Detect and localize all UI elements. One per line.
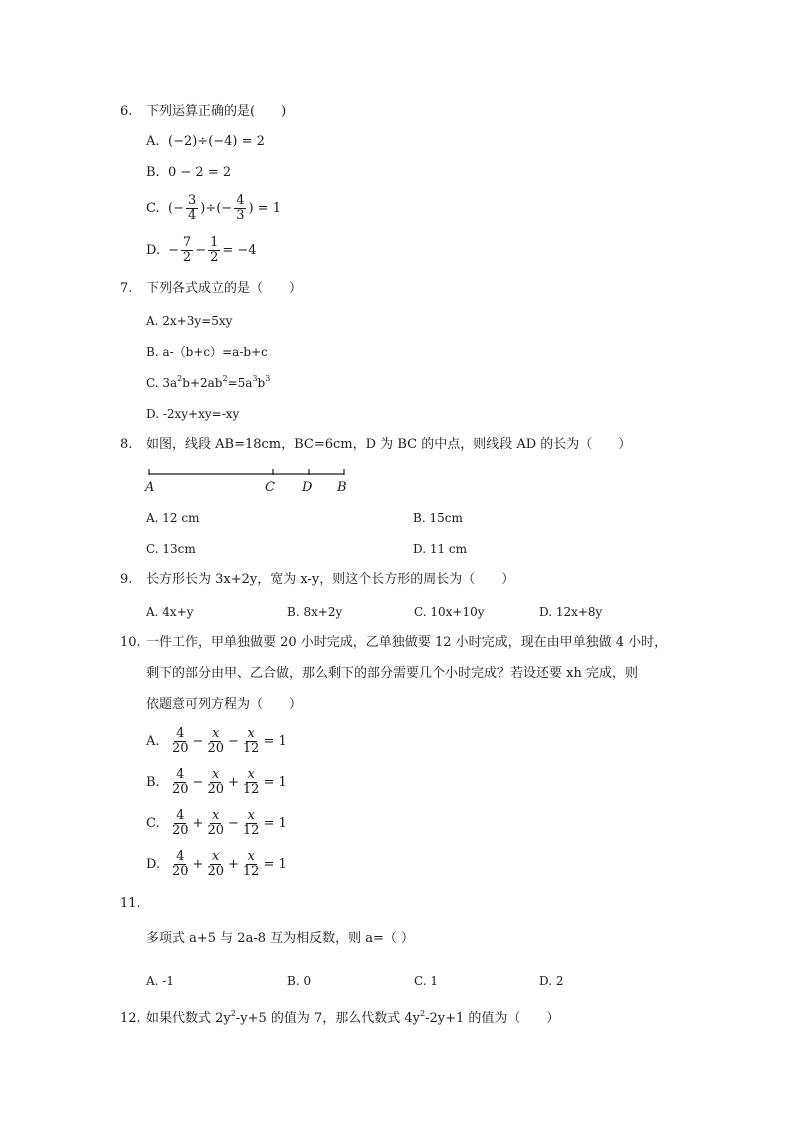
point-label-c: C (265, 480, 275, 495)
point-label-d: D (302, 480, 313, 495)
q9-number: 9. (120, 572, 133, 587)
q7-option-a: A. 2x+3y=5xy (146, 314, 233, 328)
q9-option-a: A. 4x+y (146, 605, 194, 619)
fraction-4-20: $\frac{4}{20}$ (172, 726, 189, 756)
q8-option-c: C. 13cm (146, 542, 196, 556)
q11-option-a: A. -1 (146, 974, 174, 988)
q11-stem: 多项式 a+5 与 2a-8 互为相反数，则 a=（ ） (146, 931, 415, 946)
q6-option-a-expr: (−2)÷(−4) = 2 (168, 134, 265, 149)
q10-option-a-label: A. (146, 734, 160, 749)
q10-option-c (146, 809, 287, 838)
q6-option-b-label: B. (146, 165, 160, 180)
q12-stem: 如果代数式 $2y^2-y+5$ 的值为 7，那么代数式 $4y^2-2y+1$ 的值为（ ） (146, 1009, 560, 1026)
fraction-x-20: $\frac{x}{20}$ (207, 808, 224, 838)
q8-option-b: B. 15cm (413, 511, 463, 525)
q10-option-b-label: B. (146, 775, 160, 790)
equals-one: = 1 (263, 775, 287, 790)
q10-option-c-label: C. (146, 816, 160, 831)
q11-option-c: C. 1 (414, 974, 439, 988)
operator: − (228, 816, 239, 831)
q11-option-b: B. 0 (287, 974, 312, 988)
q7-option-c: C. $3a^2b+2ab^2=5a^3b^3$ (146, 374, 271, 390)
point-label-a: A (145, 480, 155, 495)
q9-option-b: B. 8x+2y (287, 605, 343, 619)
equals-one: = 1 (263, 857, 287, 872)
q9-option-d: D. 12x+8y (539, 605, 603, 619)
q9-stem: 长方形长为 3x+2y，宽为 x-y，则这个长方形的周长为（ ） (146, 572, 515, 587)
q6-option-d-label: D. (146, 243, 161, 258)
q8-segment-figure (145, 462, 356, 495)
q11-option-d: D. 2 (539, 974, 564, 988)
operator: − (192, 734, 204, 749)
equals-one: = 1 (263, 734, 287, 749)
q10-option-b (146, 768, 287, 797)
q6-d-fraction-2: $\frac{1}{2}$ (210, 235, 219, 265)
q8-stem: 如图，线段 AB=18cm，BC=6cm，D 为 BC 的中点，则线段 AD 的长为（ ） (146, 437, 632, 452)
line-segment-diagram (146, 462, 356, 482)
fraction-x-20: $\frac{x}{20}$ (207, 726, 224, 756)
fraction-x-12: $\frac{x}{12}$ (242, 726, 260, 756)
q6-number: 6. (120, 104, 133, 119)
fraction-4-20: $\frac{4}{20}$ (172, 808, 189, 838)
fraction-4-20: $\frac{4}{20}$ (172, 767, 189, 797)
fraction-4-20: $\frac{4}{20}$ (172, 849, 189, 879)
q6-d-fraction-1: $\frac{7}{2}$ (182, 235, 192, 265)
q6-option-c (146, 194, 281, 223)
q10-option-a (146, 727, 287, 756)
q7-option-b: B. a-（b+c）=a-b+c (146, 345, 268, 359)
q7-option-d: D. -2xy+xy=-xy (146, 407, 240, 421)
q6-option-c-label: C. (146, 201, 160, 216)
q7-stem: 下列各式成立的是（ ） (146, 281, 303, 296)
q10-line-3: 依题意可列方程为（ ） (146, 697, 303, 712)
q6-c-open: (− (168, 201, 184, 216)
operator: − (228, 734, 239, 749)
q6-option-b-expr: 0 − 2 = 2 (168, 165, 232, 180)
operator: − (192, 775, 204, 790)
q10-option-d (146, 850, 287, 879)
q8-option-d: D. 11 cm (413, 542, 468, 556)
q6-d-pre: − (168, 243, 179, 258)
q10-option-d-label: D. (146, 857, 161, 872)
q6-stem: 下列运算正确的是( ) (146, 104, 287, 119)
q10-number: 10. (120, 635, 141, 650)
fraction-x-12: $\frac{x}{12}$ (242, 767, 260, 797)
q10-line-1: 一件工作，甲单独做要 20 小时完成，乙单独做要 12 小时完成，现在由甲单独做 4 小时， (146, 635, 668, 650)
q6-c-fraction-1: $\frac{3}{4}$ (187, 193, 197, 223)
q8-option-a: A. 12 cm (146, 511, 200, 525)
equals-one: = 1 (263, 816, 287, 831)
fraction-x-12: $\frac{x}{12}$ (242, 808, 260, 838)
q6-option-a-label: A. (146, 134, 160, 149)
operator: + (228, 775, 239, 790)
operator: + (192, 816, 204, 831)
fraction-x-20: $\frac{x}{20}$ (207, 849, 224, 879)
q11-number: 11. (120, 896, 141, 911)
q6-d-mid: − (195, 243, 207, 258)
operator: + (192, 857, 204, 872)
q6-c-end: ) = 1 (248, 201, 281, 216)
fraction-x-20: $\frac{x}{20}$ (207, 767, 224, 797)
q6-option-a (146, 134, 265, 149)
q6-c-fraction-2: $\frac{4}{3}$ (236, 193, 245, 223)
q7-number: 7. (120, 281, 133, 296)
q9-option-c: C. 10x+10y (414, 605, 485, 619)
q6-option-b (146, 165, 231, 180)
point-label-b: B (337, 480, 347, 495)
q6-option-d (146, 236, 257, 265)
q6-d-end: = −4 (222, 243, 257, 258)
operator: + (228, 857, 239, 872)
q8-number: 8. (120, 437, 133, 452)
q10-line-2: 剩下的部分由甲、乙合做，那么剩下的部分需要几个小时完成？若设还要 xh 完成，则 (146, 666, 638, 681)
q12-number: 12. (120, 1011, 141, 1026)
q6-c-mid: )÷(− (200, 201, 233, 216)
fraction-x-12: $\frac{x}{12}$ (242, 849, 260, 879)
